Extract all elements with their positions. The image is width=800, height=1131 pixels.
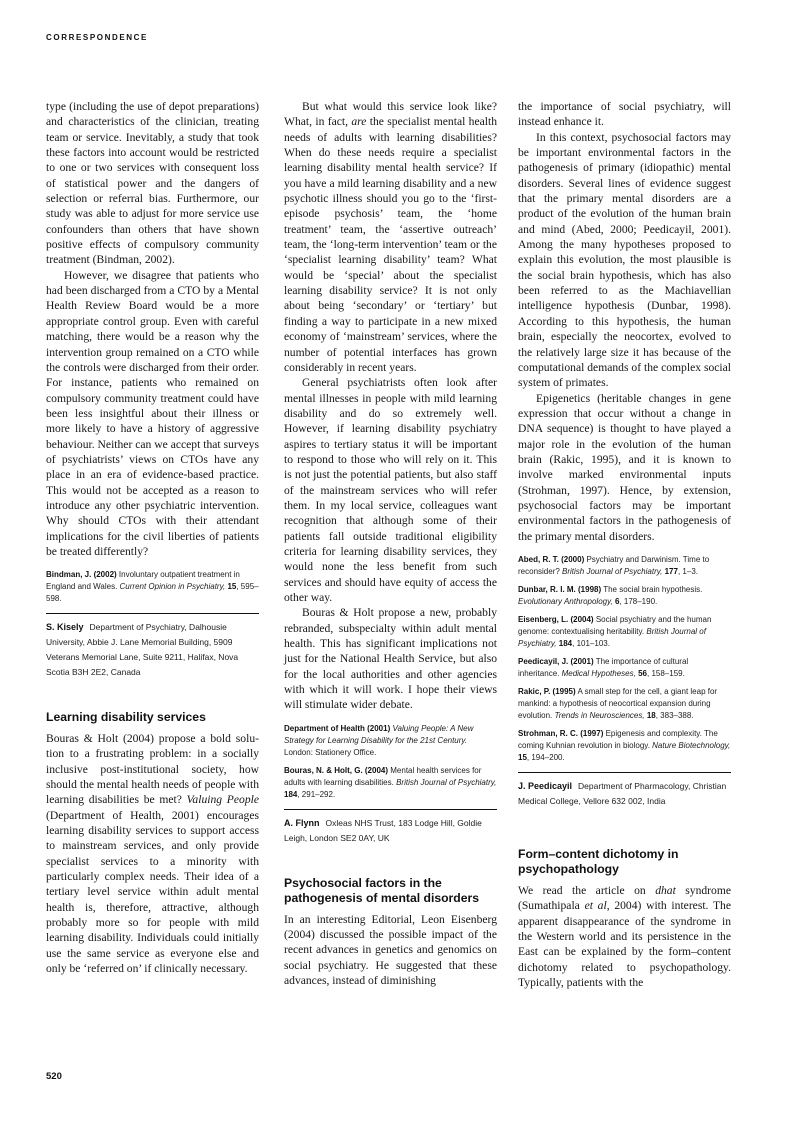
paragraph: In an interesting Editorial, Leon Eisenberg (2004) discussed the possible impact of the recent advances in genetics and genomics on social psychiatry. He suggested that these advances, instead of diminishing xyxy=(284,912,497,988)
reference-journal: Nature Biotechnology, xyxy=(652,740,731,750)
reference xyxy=(284,723,497,759)
text-run: We read the article on xyxy=(518,883,656,897)
reference-journal: Current Opinion in Psychiatry, xyxy=(119,582,226,592)
text-run: the specialist mental health needs of adults with learning disabilities? When do these needs require a specialist learning disability mental health service? If you have a mild learning disability and a new psychotic illness should you go to the ‘first-episode psychosis’ team, the ‘home treatment’ team, the ‘assertive outreach’ team, the ‘long-term intervention’ team or the ‘specialist learning disability’ team? What would be ‘special’ about the specialist learning disability service? It is not only about being ‘secondary’ or ‘tertiary’ but finding a way to participate in a new mixed economy of ‘mainstream’ services, where the number of potential interfaces has grown considerably in recent years. xyxy=(284,115,497,374)
divider xyxy=(46,613,259,614)
paragraph: However, we disagree that patients who had been discharged from a CTO by a Mental Health Review Board would be a more appropriate control group. Even with careful matching, there would be a reason why the intervention group remained on a CTO while the controls were discharged from their order. For instance, patients who remained on compulsory community treatment could have been less insightful about their illness or more likely to have a history of aggressive behaviour. Neither can we accept that surveys of psychiatrists’ views on CTOs have any place in an era of evidence-based practice. This would not be accepted as a reason to introduce any other psychiatric intervention. Why should CTOs with their attendant implications for the civil liberties of patients be treated differently? xyxy=(46,268,259,558)
reference-journal: Medical Hypotheses, xyxy=(561,668,636,678)
reference-journal: Trends in Neurosciences, xyxy=(554,710,645,720)
reference-author: Strohman, R. C. (1997) xyxy=(518,728,604,738)
reference-pages: , 101–103. xyxy=(572,638,610,648)
reference-volume: 184 xyxy=(558,638,573,648)
reference-volume: 177 xyxy=(664,566,678,576)
column-2 xyxy=(284,99,497,988)
reference-title: Psychiatry and Darwinism. Time to reconsider? xyxy=(518,554,710,576)
author-address: Department of Psychiatry, Dalhousie University, Abbie J. Lane Memorial Building, 5909 Veterans Memorial Lane, Suite 9211, Halifax, Nova Scotia B3H 2E2, Canada xyxy=(46,622,239,678)
reference-author: Dunbar, R. I. M. (1998) xyxy=(518,584,602,594)
reference-pages: , 158–159. xyxy=(647,668,685,678)
reference-title: A small step for the cell, a giant leap for mankind: a hypothesis of neocortical expansion during evolution. xyxy=(518,686,718,720)
text-run: Bouras & Holt (2004) propose a bold solution to a frustrating problem: in a socially inclusive post-institutional society, how should the mental health needs of people with learning disabilities be met? xyxy=(46,731,259,807)
reference-journal: British Journal of Psychiatry, xyxy=(396,777,497,787)
reference-pages: , 595–598. xyxy=(46,582,259,604)
author-name: A. Flynn xyxy=(284,817,320,828)
reference-pages: , 178–190. xyxy=(619,596,658,606)
reference-volume: 6 xyxy=(614,596,620,606)
text-run: , 2004) with interest. The apparent disappearance of the syndrome in the Western world and its persistence in the East can be explained by the form–content dichotomy related to psychopathology. Typically, patients with the xyxy=(518,899,732,990)
author-name: J. Peedicayil xyxy=(518,780,573,791)
reference xyxy=(284,765,497,801)
section-heading: Learning disability services xyxy=(46,710,206,725)
italic-word: dhat xyxy=(655,883,676,897)
text-run: But what would this service look like? What, in fact, xyxy=(284,100,497,129)
divider xyxy=(518,772,731,773)
author-address: Oxleas NHS Trust, 183 Lodge Hill, Goldie Leigh, London SE2 0AY, UK xyxy=(284,817,482,843)
reference xyxy=(518,656,731,680)
column-1 xyxy=(46,99,259,976)
reference-author: Bindman, J. (2002) xyxy=(46,570,117,580)
reference-volume: 15 xyxy=(227,582,237,592)
reference xyxy=(46,569,259,605)
paragraph: the importance of social psychiatry, will instead enhance it. xyxy=(518,100,731,129)
paragraph xyxy=(284,99,497,375)
reference-author: Eisenberg, L. (2004) xyxy=(518,614,594,624)
reference xyxy=(518,554,731,578)
author-address: Department of Pharmacology, Christian Medical College, Vellore 632 002, India xyxy=(518,780,727,806)
italic-word: et al xyxy=(584,899,607,913)
paragraph xyxy=(518,883,731,990)
paragraph xyxy=(46,731,259,977)
reference-pages: , 194–200. xyxy=(526,752,565,762)
reference-pages: , 1–3. xyxy=(677,566,698,576)
reference-journal: British Journal of Psychiatry, xyxy=(562,566,663,576)
reference xyxy=(518,686,731,722)
reference xyxy=(518,728,731,764)
italic-word: are xyxy=(351,115,367,129)
reference-pages: London: Stationery Office. xyxy=(284,747,377,757)
author-signature xyxy=(46,620,259,680)
reference-title: The social brain hypothesis. xyxy=(601,584,703,594)
reference-journal: Evolutionary Anthropology, xyxy=(518,596,613,606)
paragraph: type (including the use of depot preparations) and characteristics of the clinician, treating team or service. Inevitably, a study that took these factors into account would be restricted to one or two services with consequent loss of statistical power and the dangers of selection or referral bias. Furthermore, our study was able to adjust for more service use confounders than others that have shown positive effects of compulsory community treatment (Bindman, 2002). xyxy=(46,100,259,267)
reference-title: The importance of cultural inheritance. xyxy=(518,656,689,678)
author-signature xyxy=(284,816,497,846)
reference-author: Department of Health (2001) xyxy=(284,723,391,733)
reference-pages: , 383–388. xyxy=(655,710,694,720)
paragraph: Epigenetics (heritable changes in gene expression that occur without a change in DNA sequence) is thought to have played a major role in the evolution of the human brain (Rakic, 1995), and it is known to involve marked environmental inputs (Strohman, 1997). Hence, by extension, psychosocial factors may be important environmental factors in the pathogenesis of the primary mental disorders. xyxy=(518,391,731,543)
reference-title: Mental health services for adults with learning disabilities. xyxy=(284,765,482,787)
text-run: (Department of Health, 2001) encourages learning disability services to support access to mainstream services, and only provide specialist services to a minority with particularly complex needs. Their idea of a tertiary level service within adult mental health is, therefore, attractive, although probably more so for people with mild learning disability. Individuals could initially use the same service as everyone else and only be ‘referred on’ if clinically necessary. xyxy=(46,808,259,975)
reference xyxy=(518,584,731,608)
reference-author: Bouras, N. & Holt, G. (2004) xyxy=(284,765,389,775)
reference-author: Rakic, P. (1995) xyxy=(518,686,576,696)
section-heading: Psychosocial factors in the pathogenesis of mental disorders xyxy=(284,875,480,906)
reference-volume: 184 xyxy=(284,789,298,799)
reference-volume: 56 xyxy=(638,668,647,678)
section-heading: Form–content dichotomy in psychopathology xyxy=(518,846,679,877)
divider xyxy=(284,809,497,810)
reference-title: Involuntary outpatient treatment in England and Wales. xyxy=(46,570,240,592)
author-name: S. Kisely xyxy=(46,622,84,633)
reference-volume: 15 xyxy=(518,752,527,762)
reference-journal: Valuing People: A New Strategy for Learning Disability for the 21st Century. xyxy=(284,723,474,745)
reference-volume: 18 xyxy=(646,710,656,720)
reference-author: Peedicayil, J. (2001) xyxy=(518,656,594,666)
page-number: 520 xyxy=(46,1071,62,1082)
italic-title: Valuing People xyxy=(186,793,259,807)
author-signature xyxy=(518,779,731,809)
column-3 xyxy=(518,99,731,990)
paragraph: In this context, psychosocial factors may be important environmental factors in the pathogenesis of primary (idiopathic) mental disorders. Several lines of evidence suggest that the primary mental disorders are a product of the evolution of the human brain and mind (Abed, 2000; Peedicayil, 2001). Among the many hypotheses proposed to explain this evolution, the most plausible is the social brain hypothesis, which has also been referred to as the Machiavellian intelligence hypothesis (Dunbar, 1998). According to this hypothesis, the human brain, especially the neocortex, evolved to the relatively large size it has because of the computational demands of the complex social system of primates. xyxy=(518,130,731,390)
running-head: CORRESPONDENCE xyxy=(46,33,148,42)
paragraph: General psychiatrists often look after mental illnesses in people with mild learning disability and do so extremely well. However, if learning disability psychiatry aspires to tertiary status it will be important to respond to those who will rely on it. This is not just the potential patients, but also staff of the mainstream services who will refer them. In my local service, colleagues want recognition that although some of their patients fall outside traditional eligibility criteria for learning disability services, they would none the less benefit from such services and should have equity of access the other way. xyxy=(284,376,497,604)
reference-journal: British Journal of Psychiatry, xyxy=(518,626,706,648)
reference-author: Abed, R. T. (2000) xyxy=(518,554,585,564)
text-run: syndrome (Sumathipala xyxy=(518,883,732,913)
reference-title: Social psychiatry and the human genome: contextualising heritability. xyxy=(518,614,712,636)
reference-pages: , 291–292. xyxy=(297,789,336,799)
reference xyxy=(518,614,731,650)
paragraph: Bouras & Holt propose a new, probably rebranded, subspecialty within adult mental health. This has significant implications not just for the National Health Service, but also for the local authorities and other agencies with which it will work. I hope their views will stimulate wider debate. xyxy=(284,606,497,712)
reference-title: Epigenesis and complexity. The coming Kuhnian revolution in biology. xyxy=(518,728,718,750)
